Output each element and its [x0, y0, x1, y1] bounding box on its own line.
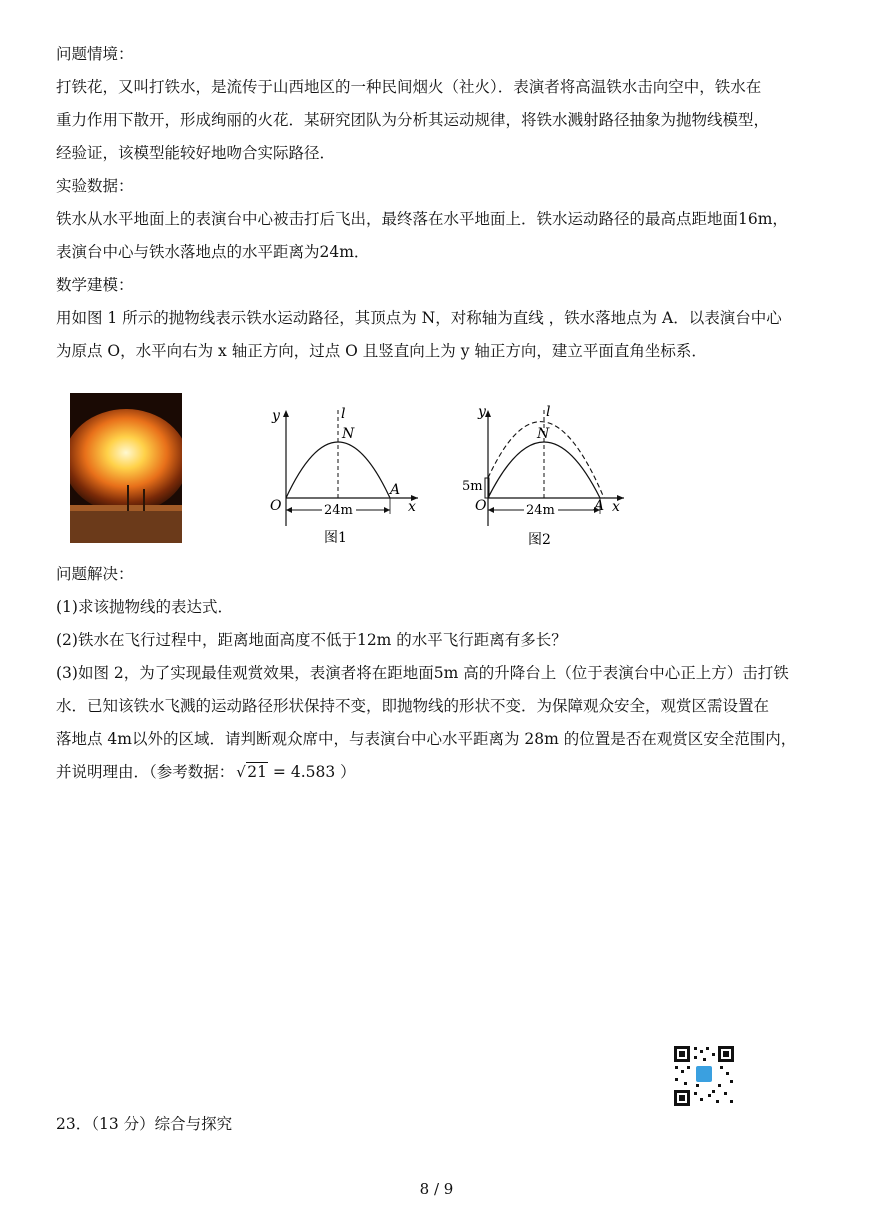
origin-label: O [475, 498, 487, 514]
sqrt-expression: √ 21 [236, 763, 267, 781]
question-3-line: (3)如图 2，为了实现最佳观赏效果，表演者将在距地面5m 高的升降台上（位于表演台中心正上方）击打铁 [56, 664, 789, 682]
figure-1-caption: 图1 [324, 530, 347, 546]
page-number: 8 / 9 [419, 1180, 454, 1198]
paragraph-line: 经验证，该模型能较好地吻合实际路径． [56, 144, 336, 162]
x-axis-label: x [612, 499, 620, 515]
figure-1 [246, 398, 426, 548]
distance-label: 24m [526, 503, 555, 518]
symmetry-axis-label: l [341, 406, 346, 422]
question-3-line: 水．已知该铁水飞溅的运动路径形状保持不变，即抛物线的形状不变．为保障观众安全，观赏区需设置在 [56, 697, 770, 715]
question-3-line: 落地点 4m以外的区域．请判断观众席中，与表演台中心水平距离为 28m 的位置是否在观赏区安全范围内， [56, 730, 797, 748]
height-label: 5m [462, 479, 483, 494]
origin-label: O [270, 498, 282, 514]
y-axis-label: y [272, 408, 280, 424]
figure-2 [452, 398, 632, 550]
question-1: (1)求该抛物线的表达式． [56, 598, 233, 616]
point-a-label: A [594, 498, 605, 514]
section-label-modeling: 数学建模： [56, 276, 134, 294]
paragraph-line: 打铁花，又叫打铁水，是流传于山西地区的一种民间烟火（社火）．表演者将高温铁水击向空中，铁水在 [56, 78, 762, 96]
question-3-line [56, 762, 356, 782]
vertex-label: N [537, 426, 550, 442]
x-axis-label: x [408, 499, 416, 515]
section-label-solve: 问题解决： [56, 565, 134, 583]
question-23-title: 23．（13 分）综合与探究 [56, 1115, 233, 1133]
iron-flower-photo [70, 393, 182, 543]
symmetry-axis-label: l [546, 404, 551, 420]
paragraph-line: 重力作用下散开，形成绚丽的火花．某研究团队为分析其运动规律，将铁水溅射路径抽象为抛物线模型， [56, 111, 770, 129]
qr-code [672, 1044, 736, 1108]
y-axis-label: y [478, 404, 486, 420]
paragraph-line: 铁水从水平地面上的表演台中心被击打后飞出，最终落在水平地面上．铁水运动路径的最高点距地面16m， [56, 210, 788, 228]
question-2: (2)铁水在飞行过程中，距离地面高度不低于12m 的水平飞行距离有多长？ [56, 631, 567, 649]
point-a-label: A [390, 482, 401, 498]
distance-label: 24m [324, 503, 353, 518]
paragraph-line: 用如图 1 所示的抛物线表示铁水运动路径，其顶点为 N，对称轴为直线 ，铁水落地点为 A．以表演台中心 [56, 309, 782, 327]
paragraph-line: 为原点 O，水平向右为 x 轴正方向，过点 O 且竖直向上为 y 轴正方向，建立平面直角坐标系． [56, 342, 707, 360]
section-label-data: 实验数据： [56, 177, 134, 195]
section-label-context: 问题情境： [56, 45, 134, 63]
reference-text: 并说明理由．（参考数据： [56, 763, 235, 781]
sqrt-radicand: 21 [247, 763, 267, 781]
figure-2-caption: 图2 [528, 532, 551, 548]
paragraph-line: 表演台中心与铁水落地点的水平距离为24m． [56, 243, 370, 261]
vertex-label: N [342, 426, 355, 442]
reference-value: = 4.583 ） [268, 763, 356, 781]
